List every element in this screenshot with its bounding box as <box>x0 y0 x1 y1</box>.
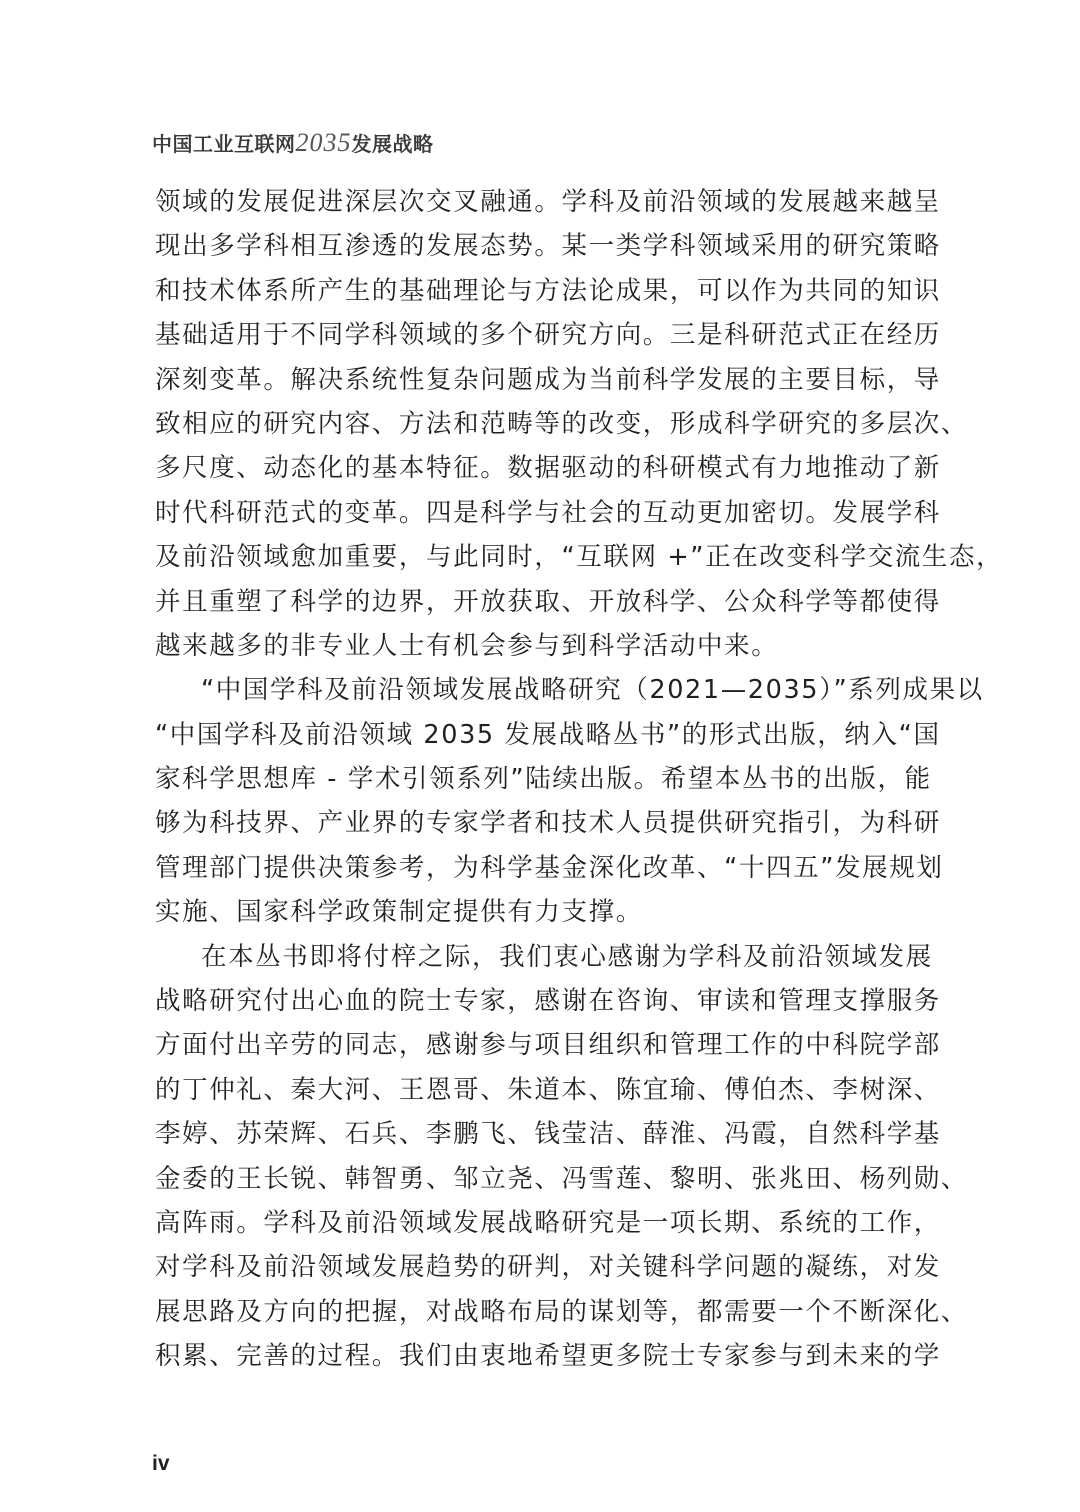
running-header <box>152 128 434 158</box>
body-text <box>155 180 1004 1379</box>
text-line: 现出多学科相互渗透的发展态势。某一类学科领域采用的研究策略 <box>155 231 941 262</box>
text-line: 展思路及方向的把握，对战略布局的谋划等，都需要一个不断深化、 <box>155 1296 969 1327</box>
text-line: 积累、完善的过程。我们由衷地希望更多院士专家参与到未来的学 <box>155 1341 941 1372</box>
text-line: 战略研究付出心血的院士专家，感谢在咨询、审读和管理支撑服务 <box>155 986 941 1017</box>
text-line: 在本丛书即将付梓之际，我们衷心感谢为学科及前沿领域发展 <box>201 941 933 972</box>
text-line: 和技术体系所产生的基础理论与方法论成果，可以作为共同的知识 <box>155 275 941 306</box>
text-line: 并且重塑了科学的边界，开放获取、开放科学、公众科学等都使得 <box>155 586 941 617</box>
text-line: 实施、国家科学政策制定提供有力支撑。 <box>155 897 643 928</box>
header-title-year: 2035 <box>295 128 352 157</box>
paragraph <box>155 180 1004 668</box>
text-line: 及前沿领域愈加重要，与此同时，“互联网 +”正在改变科学交流生态， <box>155 542 1004 573</box>
text-line: 对学科及前沿领域发展趋势的研判，对关键科学问题的凝练，对发 <box>155 1252 941 1283</box>
text-line: 方面付出辛劳的同志，感谢参与项目组织和管理工作的中科院学部 <box>155 1030 941 1061</box>
text-line: 高阵雨。学科及前沿领域发展战略研究是一项长期、系统的工作， <box>155 1207 941 1238</box>
text-line: “中国学科及前沿领域发展战略研究（2021—2035）”系列成果以 <box>201 675 984 706</box>
page-number: iv <box>152 1452 170 1475</box>
text-line: 李婷、苏荣辉、石兵、李鹏飞、钱莹洁、薛淮、冯霞，自然科学基 <box>155 1119 941 1150</box>
text-line: 够为科技界、产业界的专家学者和技术人员提供研究指引，为科研 <box>155 808 941 839</box>
text-line: 致相应的研究内容、方法和范畴等的改变，形成科学研究的多层次、 <box>155 408 969 439</box>
text-line: 多尺度、动态化的基本特征。数据驱动的科研模式有力地推动了新 <box>155 453 941 484</box>
text-line: 时代科研范式的变革。四是科学与社会的互动更加密切。发展学科 <box>155 497 941 528</box>
text-line: 金委的王长锐、韩智勇、邹立尧、冯雪莲、黎明、张兆田、杨列勋、 <box>155 1163 969 1194</box>
text-line: “中国学科及前沿领域 2035 发展战略丛书”的形式出版，纳入“国 <box>155 719 941 750</box>
paragraph <box>155 668 984 934</box>
text-line: 基础适用于不同学科领域的多个研究方向。三是科研范式正在经历 <box>155 320 941 351</box>
text-line: 家科学思想库 - 学术引领系列”陆续出版。希望本丛书的出版，能 <box>155 764 932 795</box>
text-line: 越来越多的非专业人士有机会参与到科学活动中来。 <box>155 630 779 661</box>
text-line: 深刻变革。解决系统性复杂问题成为当前科学发展的主要目标，导 <box>155 364 941 395</box>
header-title-before: 中国工业互联网 <box>152 132 296 156</box>
text-line: 的丁仲礼、秦大河、王恩哥、朱道本、陈宜瑜、傅伯杰、李树深、 <box>155 1074 941 1105</box>
header-title-after: 发展战略 <box>351 132 434 156</box>
paragraph <box>155 935 969 1379</box>
text-line: 领域的发展促进深层次交叉融通。学科及前沿领域的发展越来越呈 <box>155 187 941 217</box>
text-line: 管理部门提供决策参考，为科学基金深化改革、“十四五”发展规划 <box>155 852 944 883</box>
